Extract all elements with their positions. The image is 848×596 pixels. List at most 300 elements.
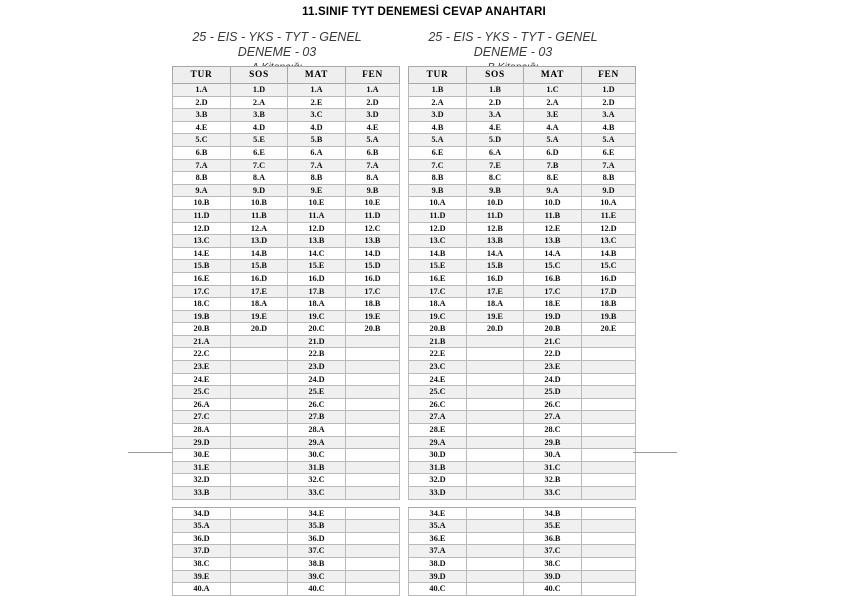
- answer-cell: 34.D: [173, 507, 231, 520]
- answer-cell: 18.C: [173, 298, 231, 311]
- answer-cell: 12.D: [582, 222, 636, 235]
- answer-cell: 12.E: [524, 222, 582, 235]
- answer-cell: 16.D: [288, 272, 346, 285]
- answer-cell-empty: [231, 335, 288, 348]
- answer-cell: 5.E: [231, 134, 288, 147]
- answer-cell: 26.C: [524, 398, 582, 411]
- answer-cell: 32.D: [173, 474, 231, 487]
- answer-cell: 16.D: [582, 272, 636, 285]
- table-row: [173, 386, 400, 399]
- table-row: [409, 146, 636, 159]
- answer-cell-empty: [231, 373, 288, 386]
- answer-cell-empty: [346, 361, 400, 374]
- answer-cell: 37.C: [288, 545, 346, 558]
- table-row: [409, 247, 636, 260]
- answer-cell-empty: [346, 583, 400, 596]
- answer-cell: 20.D: [467, 323, 524, 336]
- table-row: [409, 532, 636, 545]
- answer-cell-empty: [231, 386, 288, 399]
- answer-cell: 11.D: [346, 209, 400, 222]
- answer-cell-empty: [231, 424, 288, 437]
- answer-cell: 7.B: [524, 159, 582, 172]
- answer-cell: 19.C: [288, 310, 346, 323]
- answer-cell: 15.E: [409, 260, 467, 273]
- answer-cell: 40.C: [288, 583, 346, 596]
- answer-cell: 15.C: [582, 260, 636, 273]
- answer-cell-empty: [582, 411, 636, 424]
- answer-cell: 6.D: [524, 146, 582, 159]
- table-row: [409, 449, 636, 462]
- answer-cell: 31.C: [524, 461, 582, 474]
- answer-cell-empty: [467, 570, 524, 583]
- table-row: [409, 570, 636, 583]
- answer-cell: 7.C: [231, 159, 288, 172]
- answer-cell-empty: [231, 348, 288, 361]
- answer-cell: 29.D: [173, 436, 231, 449]
- table-row: [409, 222, 636, 235]
- table-header-row: [409, 67, 636, 84]
- answer-cell: 2.A: [409, 96, 467, 109]
- answer-cell: 22.E: [409, 348, 467, 361]
- answer-cell-empty: [346, 461, 400, 474]
- answer-cell: 19.B: [582, 310, 636, 323]
- answer-cell: 36.E: [409, 532, 467, 545]
- table-row: [173, 507, 400, 520]
- answer-cell-empty: [346, 487, 400, 500]
- answer-cell-empty: [346, 436, 400, 449]
- table-row: [173, 373, 400, 386]
- answer-cell: 10.A: [582, 197, 636, 210]
- column-header-mat: MAT: [288, 67, 346, 84]
- answer-cell: 24.E: [173, 373, 231, 386]
- answer-cell: 16.D: [231, 272, 288, 285]
- answer-cell: 14.B: [582, 247, 636, 260]
- answer-cell-empty: [582, 373, 636, 386]
- answer-cell: 33.C: [288, 487, 346, 500]
- answer-cell-empty: [231, 361, 288, 374]
- table-row: [173, 197, 400, 210]
- answer-cell: 15.B: [467, 260, 524, 273]
- table-row: [173, 96, 400, 109]
- answer-cell-empty: [582, 361, 636, 374]
- table-a-body: [173, 84, 400, 596]
- answer-cell-empty: [582, 386, 636, 399]
- answer-cell: 4.E: [173, 121, 231, 134]
- answer-cell: 24.D: [524, 373, 582, 386]
- table-row: [409, 235, 636, 248]
- answer-cell: 1.A: [288, 84, 346, 97]
- answer-cell: 19.E: [231, 310, 288, 323]
- answer-cell: 33.B: [173, 487, 231, 500]
- page-break-rule-left: [128, 452, 172, 453]
- answer-cell: 11.E: [582, 209, 636, 222]
- answer-cell: 17.E: [231, 285, 288, 298]
- table-row: [409, 373, 636, 386]
- answer-cell-empty: [231, 570, 288, 583]
- page-break-rule-right: [633, 452, 677, 453]
- answer-cell-empty: [346, 474, 400, 487]
- answer-cell: 22.C: [173, 348, 231, 361]
- answer-cell: 23.C: [409, 361, 467, 374]
- answer-cell-empty: [467, 373, 524, 386]
- table-row: [173, 298, 400, 311]
- answer-cell: 8.E: [524, 172, 582, 185]
- table-row: [173, 146, 400, 159]
- answer-cell-empty: [231, 474, 288, 487]
- table-row: [409, 298, 636, 311]
- table-row: [409, 184, 636, 197]
- table-row: [409, 545, 636, 558]
- answer-cell: 7.C: [409, 159, 467, 172]
- answer-cell: 2.D: [582, 96, 636, 109]
- answer-cell: 11.A: [288, 209, 346, 222]
- table-row: [409, 361, 636, 374]
- answer-cell: 14.C: [288, 247, 346, 260]
- answer-cell: 5.B: [288, 134, 346, 147]
- answer-cell: 20.B: [524, 323, 582, 336]
- table-row: [409, 424, 636, 437]
- answer-cell: 13.B: [288, 235, 346, 248]
- answer-cell: 15.C: [524, 260, 582, 273]
- answer-cell-empty: [582, 436, 636, 449]
- answer-cell-empty: [467, 487, 524, 500]
- table-row: [173, 121, 400, 134]
- answer-cell: 15.E: [288, 260, 346, 273]
- column-header-tur: TUR: [409, 67, 467, 84]
- table-row: [409, 272, 636, 285]
- answer-cell: 34.B: [524, 507, 582, 520]
- answer-cell-empty: [231, 532, 288, 545]
- answer-cell: 25.C: [173, 386, 231, 399]
- answer-cell: 17.B: [288, 285, 346, 298]
- answer-cell-empty: [582, 583, 636, 596]
- answer-cell-empty: [231, 436, 288, 449]
- table-row: [173, 272, 400, 285]
- answer-cell: 3.A: [582, 109, 636, 122]
- answer-cell: 15.D: [346, 260, 400, 273]
- answer-cell-empty: [582, 474, 636, 487]
- answer-cell: 18.A: [409, 298, 467, 311]
- answer-cell-empty: [346, 335, 400, 348]
- answer-cell-empty: [231, 487, 288, 500]
- answer-cell-empty: [467, 557, 524, 570]
- answer-cell: 30.E: [173, 449, 231, 462]
- answer-cell: 2.A: [231, 96, 288, 109]
- answer-cell: 34.E: [409, 507, 467, 520]
- answer-cell: 33.C: [524, 487, 582, 500]
- table-row: [173, 474, 400, 487]
- answer-cell: 31.E: [173, 461, 231, 474]
- answer-cell: 9.D: [231, 184, 288, 197]
- answer-cell: 40.A: [173, 583, 231, 596]
- answer-cell: 13.C: [409, 235, 467, 248]
- answer-cell: 11.D: [409, 209, 467, 222]
- answer-cell: 10.B: [231, 197, 288, 210]
- answer-cell-empty: [582, 335, 636, 348]
- answer-cell: 8.B: [409, 172, 467, 185]
- answer-cell-empty: [231, 411, 288, 424]
- table-row: [409, 386, 636, 399]
- answer-cell: 14.B: [409, 247, 467, 260]
- answer-cell: 8.B: [173, 172, 231, 185]
- answer-cell-empty: [231, 449, 288, 462]
- answer-cell: 1.C: [524, 84, 582, 97]
- answer-cell: 29.B: [524, 436, 582, 449]
- answer-cell: 39.D: [524, 570, 582, 583]
- answer-cell: 1.A: [346, 84, 400, 97]
- answer-cell: 17.D: [582, 285, 636, 298]
- answer-cell: 9.B: [409, 184, 467, 197]
- table-row: [409, 583, 636, 596]
- answer-cell: 8.B: [288, 172, 346, 185]
- answer-cell: 27.C: [173, 411, 231, 424]
- answer-cell: 18.A: [467, 298, 524, 311]
- answer-cell: 2.E: [288, 96, 346, 109]
- answer-cell-empty: [467, 507, 524, 520]
- table-row: [173, 285, 400, 298]
- answer-cell: 10.D: [524, 197, 582, 210]
- answer-cell: 23.E: [173, 361, 231, 374]
- answer-cell: 35.A: [409, 520, 467, 533]
- table-header-row: [173, 67, 400, 84]
- answer-cell-empty: [582, 507, 636, 520]
- answer-cell: 5.A: [346, 134, 400, 147]
- table-row: [173, 222, 400, 235]
- answer-cell: 32.D: [409, 474, 467, 487]
- answer-cell-empty: [582, 449, 636, 462]
- answer-cell: 19.E: [467, 310, 524, 323]
- table-row: [173, 487, 400, 500]
- page-break-gap-cell: [409, 499, 636, 507]
- answer-cell: 12.B: [467, 222, 524, 235]
- answer-cell-empty: [467, 411, 524, 424]
- table-b-header: [409, 67, 636, 84]
- table-row: [409, 411, 636, 424]
- answer-cell-empty: [467, 474, 524, 487]
- table-row: [173, 557, 400, 570]
- answer-cell: 21.C: [524, 335, 582, 348]
- answer-cell-empty: [231, 507, 288, 520]
- answer-cell: 19.E: [346, 310, 400, 323]
- answer-cell: 2.D: [467, 96, 524, 109]
- answer-cell: 5.A: [524, 134, 582, 147]
- answer-cell: 17.C: [409, 285, 467, 298]
- table-row: [173, 545, 400, 558]
- answer-cell: 27.B: [288, 411, 346, 424]
- answer-cell-empty: [582, 398, 636, 411]
- table-row: [173, 398, 400, 411]
- answer-cell: 11.D: [467, 209, 524, 222]
- answer-cell-empty: [346, 449, 400, 462]
- answer-cell: 1.B: [467, 84, 524, 97]
- answer-cell: 32.B: [524, 474, 582, 487]
- answer-cell: 25.D: [524, 386, 582, 399]
- answer-cell: 6.E: [409, 146, 467, 159]
- answer-cell: 40.C: [524, 583, 582, 596]
- answer-cell-empty: [346, 507, 400, 520]
- answer-cell-empty: [346, 398, 400, 411]
- answer-cell-empty: [582, 557, 636, 570]
- answer-cell: 19.C: [409, 310, 467, 323]
- answer-cell: 8.A: [231, 172, 288, 185]
- answer-cell: 23.E: [524, 361, 582, 374]
- table-row: [409, 172, 636, 185]
- answer-cell-empty: [467, 386, 524, 399]
- answer-cell: 7.A: [346, 159, 400, 172]
- answer-cell-empty: [467, 583, 524, 596]
- column-header-fen: FEN: [582, 67, 636, 84]
- answer-cell: 2.A: [524, 96, 582, 109]
- answer-cell: 3.C: [288, 109, 346, 122]
- answer-cell: 32.C: [288, 474, 346, 487]
- table-row: [409, 557, 636, 570]
- answer-cell: 22.D: [524, 348, 582, 361]
- table-row: [409, 209, 636, 222]
- answer-cell: 35.A: [173, 520, 231, 533]
- answer-cell: 1.B: [409, 84, 467, 97]
- answer-cell: 38.B: [288, 557, 346, 570]
- answer-cell-empty: [467, 348, 524, 361]
- answer-cell: 18.B: [582, 298, 636, 311]
- answer-cell-empty: [346, 424, 400, 437]
- answer-cell: 21.A: [173, 335, 231, 348]
- answer-cell: 3.D: [409, 109, 467, 122]
- answer-cell: 36.D: [288, 532, 346, 545]
- table-row: [173, 209, 400, 222]
- answer-cell: 12.D: [288, 222, 346, 235]
- answer-cell-empty: [582, 532, 636, 545]
- answer-cell: 2.D: [173, 96, 231, 109]
- table-row: [409, 398, 636, 411]
- answer-cell-empty: [346, 386, 400, 399]
- table-row: [173, 449, 400, 462]
- answer-cell: 6.B: [173, 146, 231, 159]
- answer-cell: 17.E: [467, 285, 524, 298]
- answer-cell: 5.C: [173, 134, 231, 147]
- answer-cell: 38.C: [173, 557, 231, 570]
- answer-cell: 20.E: [582, 323, 636, 336]
- answer-cell-empty: [467, 335, 524, 348]
- answer-cell: 4.A: [524, 121, 582, 134]
- table-row: [409, 436, 636, 449]
- answer-cell: 13.B: [346, 235, 400, 248]
- answer-cell-empty: [467, 424, 524, 437]
- table-row: [173, 134, 400, 147]
- booklet-b-exam-number: DENEME - 03: [473, 44, 553, 59]
- answer-cell: 16.E: [409, 272, 467, 285]
- table-row: [173, 570, 400, 583]
- answer-cell: 9.E: [288, 184, 346, 197]
- table-row: [409, 520, 636, 533]
- answer-cell: 13.D: [231, 235, 288, 248]
- answer-cell: 1.D: [231, 84, 288, 97]
- answer-cell: 10.E: [346, 197, 400, 210]
- answer-cell: 12.D: [409, 222, 467, 235]
- answer-cell: 14.E: [173, 247, 231, 260]
- answer-cell: 30.D: [409, 449, 467, 462]
- answer-cell: 31.B: [409, 461, 467, 474]
- answer-cell: 13.B: [467, 235, 524, 248]
- answer-cell: 1.A: [173, 84, 231, 97]
- table-row: [409, 310, 636, 323]
- answer-cell: 36.B: [524, 532, 582, 545]
- page-break-gap-cell: [173, 499, 400, 507]
- answer-cell: 15.B: [173, 260, 231, 273]
- answer-cell: 16.D: [467, 272, 524, 285]
- answer-cell: 3.A: [467, 109, 524, 122]
- answer-cell: 28.A: [288, 424, 346, 437]
- answer-cell: 11.B: [524, 209, 582, 222]
- answer-cell: 9.B: [467, 184, 524, 197]
- answer-cell-empty: [582, 461, 636, 474]
- table-row: [409, 260, 636, 273]
- answer-cell: 7.A: [582, 159, 636, 172]
- answer-cell: 39.E: [173, 570, 231, 583]
- table-row: [173, 348, 400, 361]
- table-row: [173, 159, 400, 172]
- table-row: [173, 184, 400, 197]
- answer-cell-empty: [231, 398, 288, 411]
- answer-cell: 13.C: [582, 235, 636, 248]
- answer-cell: 10.A: [409, 197, 467, 210]
- answer-cell: 36.D: [173, 532, 231, 545]
- answer-cell-empty: [467, 361, 524, 374]
- answer-cell: 2.D: [346, 96, 400, 109]
- table-row: [409, 134, 636, 147]
- answer-cell: 31.B: [288, 461, 346, 474]
- answer-cell: 13.B: [524, 235, 582, 248]
- answer-cell: 9.A: [173, 184, 231, 197]
- answer-key-table-a: [172, 66, 400, 596]
- answer-cell-empty: [231, 520, 288, 533]
- answer-cell: 10.D: [467, 197, 524, 210]
- answer-cell-empty: [346, 348, 400, 361]
- answer-cell-empty: [231, 583, 288, 596]
- answer-cell: 30.C: [288, 449, 346, 462]
- column-header-mat: MAT: [524, 67, 582, 84]
- answer-cell: 20.B: [173, 323, 231, 336]
- answer-cell: 39.C: [288, 570, 346, 583]
- answer-cell: 14.A: [524, 247, 582, 260]
- table-row: [173, 411, 400, 424]
- answer-cell-empty: [467, 449, 524, 462]
- answer-cell: 4.D: [288, 121, 346, 134]
- answer-cell: 11.D: [173, 209, 231, 222]
- table-row: [173, 424, 400, 437]
- table-b-body: [409, 84, 636, 596]
- answer-cell: 18.E: [524, 298, 582, 311]
- answer-cell: 35.E: [524, 520, 582, 533]
- answer-cell-empty: [467, 436, 524, 449]
- table-row: [409, 323, 636, 336]
- answer-cell-empty: [582, 424, 636, 437]
- answer-cell-empty: [582, 487, 636, 500]
- answer-cell: 8.B: [582, 172, 636, 185]
- answer-cell: 8.C: [467, 172, 524, 185]
- answer-cell: 37.A: [409, 545, 467, 558]
- answer-cell: 30.A: [524, 449, 582, 462]
- table-row: [173, 109, 400, 122]
- answer-cell-empty: [346, 557, 400, 570]
- answer-cell: 28.C: [524, 424, 582, 437]
- answer-cell: 39.D: [409, 570, 467, 583]
- answer-cell: 3.B: [231, 109, 288, 122]
- answer-cell: 14.D: [346, 247, 400, 260]
- answer-cell: 11.B: [231, 209, 288, 222]
- answer-cell: 25.E: [288, 386, 346, 399]
- answer-cell: 16.B: [524, 272, 582, 285]
- answer-cell: 16.E: [173, 272, 231, 285]
